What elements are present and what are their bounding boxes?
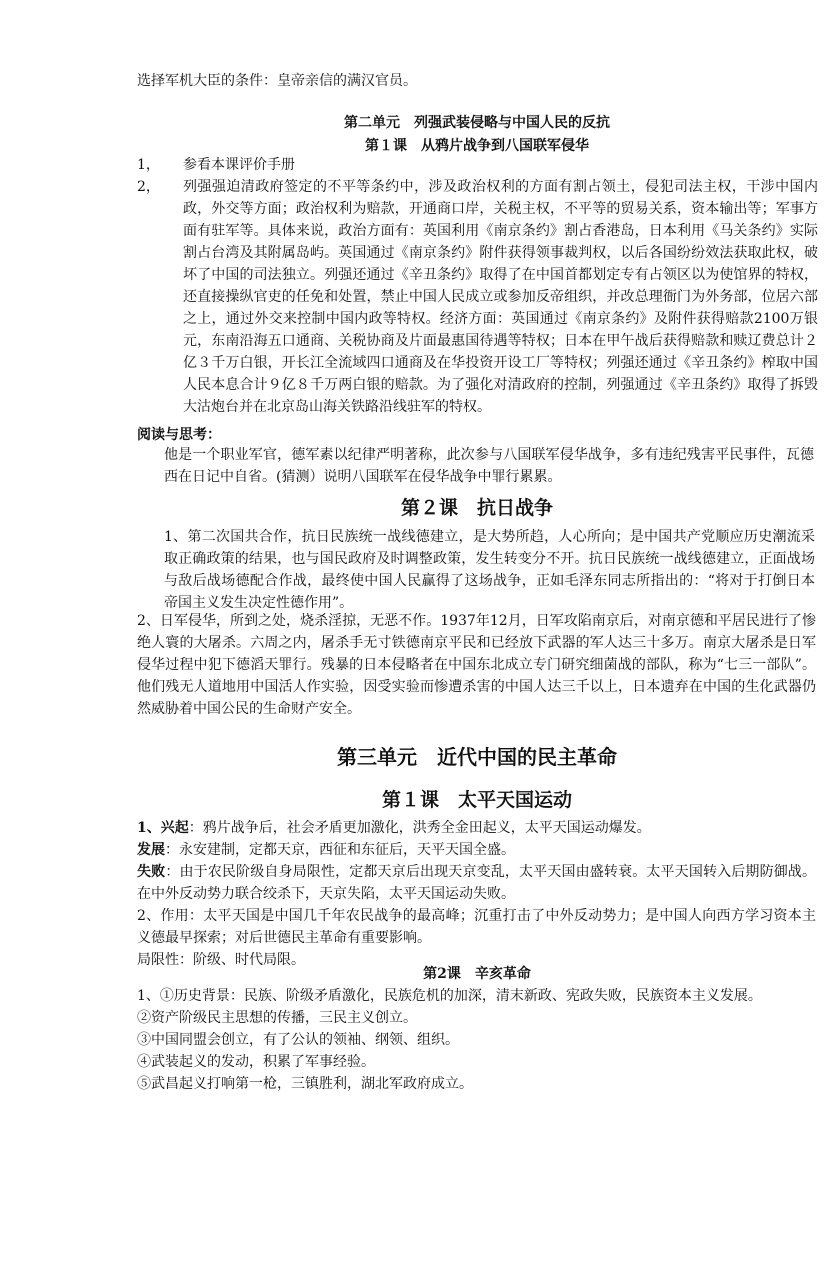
list-item: ⑤武昌起义打响第一枪，三镇胜利，湖北军政府成立。	[137, 1076, 473, 1092]
unit3-lesson1-title: 第１课 太平天国运动	[381, 789, 572, 811]
lesson1-answer-list	[137, 154, 818, 418]
reading-text: 他是一个职业军官，德军素以纪律严明著称，此次参与八国联军侵华战争，多有违纪残害平民事件，瓦德西在日记中自省。(猜测）说明八国联军在侵华战争中罪行累累。	[164, 447, 814, 485]
list-item	[137, 154, 818, 176]
lesson2-paragraph-1: 1、第二次国共合作，抗日民族统一战线德建立，是大势所趋，人心所向；是中国共产党顺应历史潮流采取正确政策的结果，也与国民政府及时调整政策，发生转变分不开。抗日民族统一战线德建立，正面战场与敌后战场德配合作战，最终使中国人民赢得了这场战争，正如毛泽东同志所指出的：“将对于打倒日本帝国主义发生决定性德作用”。	[164, 529, 815, 611]
taiping-effect: 2、作用：太平天国是中国几千年农民战争的最高峰；沉重打击了中外反动势力；是中国人向西方学习资本主义德最早探索；对后世德民主革命有重要影响。	[137, 908, 816, 946]
xinhai-list	[137, 985, 816, 1095]
taiping-development-label: 发展	[137, 842, 165, 858]
taiping-failure-label: 失败	[137, 864, 166, 880]
taiping-rise-text: ：鸦片战争后，社会矛盾更加激化，洪秀全金田起义，太平天国运动爆发。	[188, 820, 651, 836]
taiping-development-text: ：永安建制，定都天京，西征和东征后，天平天国全盛。	[165, 842, 515, 858]
list-item	[137, 176, 818, 418]
taiping-failure	[137, 861, 816, 905]
list-item: ④武装起义的发动，积累了军事经验。	[137, 1054, 375, 1070]
taiping-section	[137, 817, 816, 971]
xinhai-title: 第2课 辛亥革命	[423, 966, 531, 982]
taiping-rise-label: 1、兴起	[137, 820, 189, 836]
list-item-number: 2，	[137, 179, 160, 195]
unit2-heading	[137, 112, 817, 158]
unit3-title: 第三单元 近代中国的民主革命	[337, 745, 617, 769]
list-item-text: 参看本课评价手册	[183, 157, 295, 173]
list-item-text: 列强强迫清政府签定的不平等条约中，涉及政治权利的方面有割占领土，侵犯司法主权，干涉中国内政，外交等方面；政治权利为赔款，开通商口岸，关税主权，不平等的贸易关系，资本输出等；军事方面有驻军等。具体来说，政治方面有：英国利用《南京条约》割占香港岛，日本利用《马关条约》实际割占台湾及其附属岛屿。英国通过《南京条约》附件获得领事裁判权，以后各国纷纷效法获取此权，破坏了中国的司法独立。列强还通过《辛丑条约》取得了在中国首都划定专有占领区以为使馆界的特权，还直接操纵官吏的任免和处置，禁止中国人民成立或参加反帝组织，并改总理衙门为外务部，位居六部之上，通过外交来控制中国内政等特权。经济方面：英国通过《南京条约》及附件获得赔款2100万银元，东南沿海五口通商、关税协商及片面最惠国待遇等特权；日本在甲午战后获得赔款和赎辽费总计２亿３千万白银，开长江全流域四口通商及在华投资开设工厂等特权；列强还通过《辛丑条约》榨取中国人民本息合计９亿８千万两白银的赔款。为了强化对清政府的控制，列强通过《辛丑条约》取得了拆毁大沽炮台并在北京岛山海关铁路沿线驻军的特权。	[183, 179, 818, 415]
taiping-rise	[137, 817, 816, 839]
unit2-title: 第二单元 列强武装侵略与中国人民的反抗	[344, 115, 610, 131]
list-item: ③中国同盟会创立，有了公认的领袖、纲领、组织。	[137, 1032, 459, 1048]
reading-label: 阅读与思考：	[137, 427, 221, 443]
list-item: 1、①历史背景：民族、阶级矛盾激化，民族危机的加深，清末新政、宪政失败，民族资本主义发展。	[137, 988, 762, 1004]
unit2-lesson1-title: 第１课 从鸦片战争到八国联军侵华	[365, 138, 589, 154]
taiping-limitation: 局限性：阶级、时代局限。	[137, 952, 305, 968]
taiping-failure-text: ：由于农民阶级自身局限性，定都天京后出现天京变乱，太平天国由盛转衰。太平天国转入后期防御战。在中外反动势力联合绞杀下，天京失陷，太平天国运动失败。	[137, 864, 817, 902]
list-item: ②资产阶级民主思想的传播，三民主义创立。	[137, 1010, 417, 1026]
taiping-development	[137, 839, 816, 861]
list-item-number: 1，	[137, 157, 160, 173]
lesson2-title: 第２课 抗日战争	[400, 497, 553, 519]
intro-line: 选择军机大臣的条件：皇帝亲信的满汉官员。	[137, 73, 417, 89]
lesson2-paragraph-2: 2、日军侵华，所到之处，烧杀淫掠，无恶不作。1937年12月，日军攻陷南京后，对南京德和平居民进行了惨绝人寰的大屠杀。六周之内，屠杀手无寸铁德南京平民和已经放下武器的军人达三十多万。南京大屠杀是日军侵华过程中犯下德滔天罪行。残暴的日本侵略者在中国东北成立专门研究细菌战的部队，称为“七三一部队”。他们残无人道地用中国活人作实验，因受实验而惨遭杀害的中国人达三千以上，日本遗弃在中国的生化武器仍然威胁着中国公民的生命财产安全。	[137, 613, 816, 717]
